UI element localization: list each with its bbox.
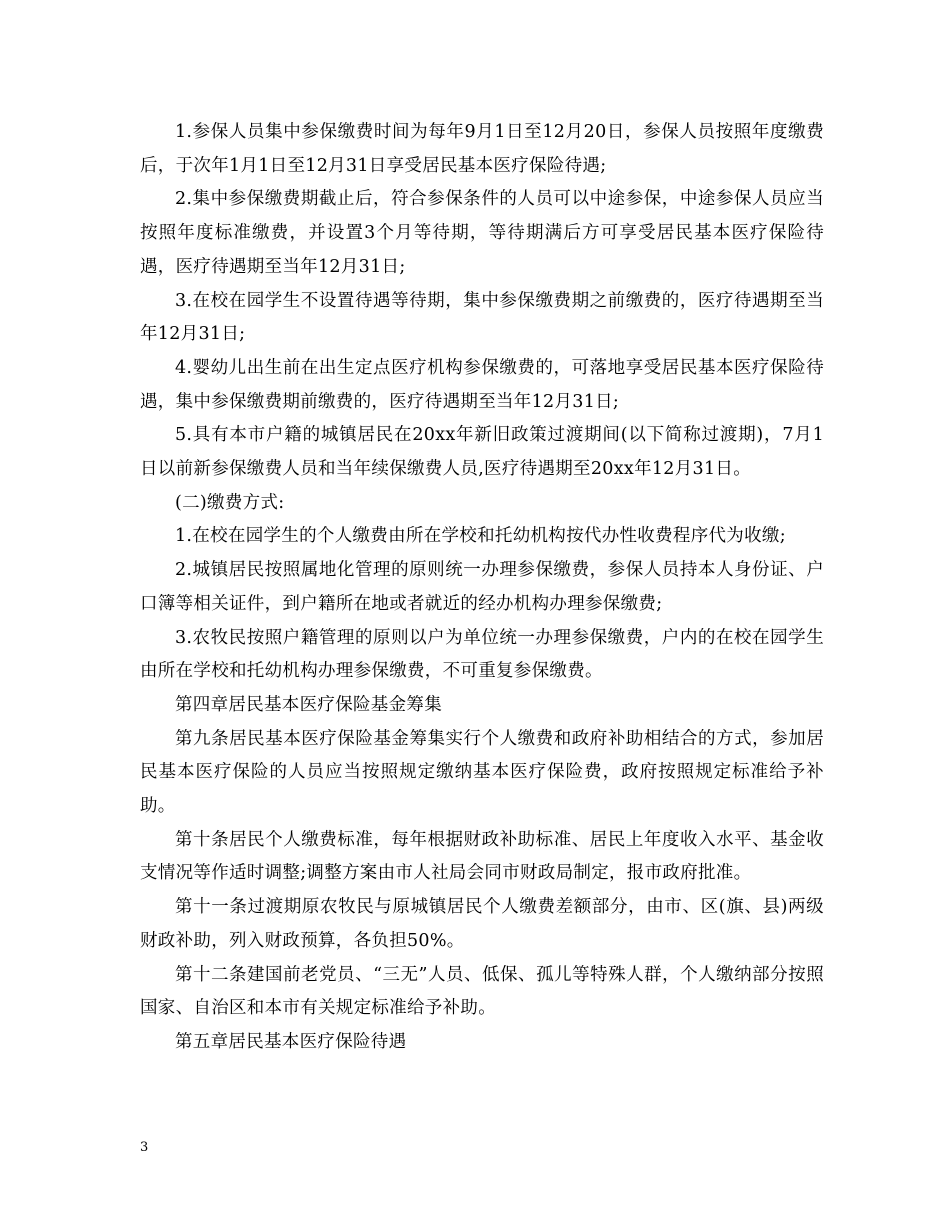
- article-12: 第十二条建国前老党员、“三无”人员、低保、孤儿等特殊人群，个人缴纳部分按照国家、自治区和本市有关规定标准给予补助。: [140, 964, 824, 1019]
- chapter-heading-4: 第四章居民基本医疗保险基金筹集: [175, 694, 442, 715]
- paragraph-infants: 4.婴幼儿出生前在出生定点医疗机构参保缴费的，可落地享受居民基本医疗保险待遇，集中参保缴费期前缴费的，医疗待遇期至当年12月31日;: [140, 357, 824, 412]
- article-10: 第十条居民个人缴费标准，每年根据财政补助标准、居民上年度收入水平、基金收支情况等作适时调整;调整方案由市人社局会同市财政局制定，报市政府批准。: [140, 829, 824, 884]
- paragraph-midway-enrollment: 2.集中参保缴费期截止后，符合参保条件的人员可以中途参保，中途参保人员应当按照年度标准缴费，并设置3个月等待期，等待期满后方可享受居民基本医疗保险待遇，医疗待遇期至当年12月31日;: [140, 189, 824, 277]
- paragraph-student-payment: 1.在校在园学生的个人缴费由所在学校和托幼机构按代办性收费程序代为收缴;: [175, 526, 786, 547]
- section-heading-payment-method: (二)缴费方式:: [175, 492, 285, 513]
- article-9: 第九条居民基本医疗保险基金筹集实行个人缴费和政府补助相结合的方式，参加居民基本医疗保险的人员应当按照规定缴纳基本医疗保险费，政府按照规定标准给予补助。: [140, 728, 824, 817]
- paragraph-urban-payment: 2.城镇居民按照属地化管理的原则统一办理参保缴费，参保人员持本人身份证、户口簿等相关证件，到户籍所在地或者就近的经办机构办理参保缴费;: [140, 560, 824, 614]
- chapter-heading-5: 第五章居民基本医疗保险待遇: [175, 1031, 407, 1052]
- document-body: [140, 116, 824, 1060]
- paragraph-students-waiting: 3.在校在园学生不设置待遇等待期，集中参保缴费期之前缴费的，医疗待遇期至当年12月31日;: [140, 290, 824, 345]
- article-11: 第十一条过渡期原农牧民与原城镇居民个人缴费差额部分，由市、区(旗、县)两级财政补助，列入财政预算，各负担50%。: [140, 897, 824, 951]
- page-number: 3: [140, 1140, 149, 1155]
- paragraph-rural-payment: 3.农牧民按照户籍管理的原则以户为单位统一办理参保缴费，户内的在校在园学生由所在学校和托幼机构办理参保缴费，不可重复参保缴费。: [140, 627, 824, 682]
- paragraph-transition-period: 5.具有本市户籍的城镇居民在20xx年新旧政策过渡期间(以下简称过渡期)，7月1日以前新参保缴费人员和当年续保缴费人员,医疗待遇期至20xx年12月31日。: [140, 425, 824, 480]
- paragraph-enrollment-period: 1.参保人员集中参保缴费时间为每年9月1日至12月20日，参保人员按照年度缴费后，于次年1月1日至12月31日享受居民基本医疗保险待遇;: [140, 122, 824, 176]
